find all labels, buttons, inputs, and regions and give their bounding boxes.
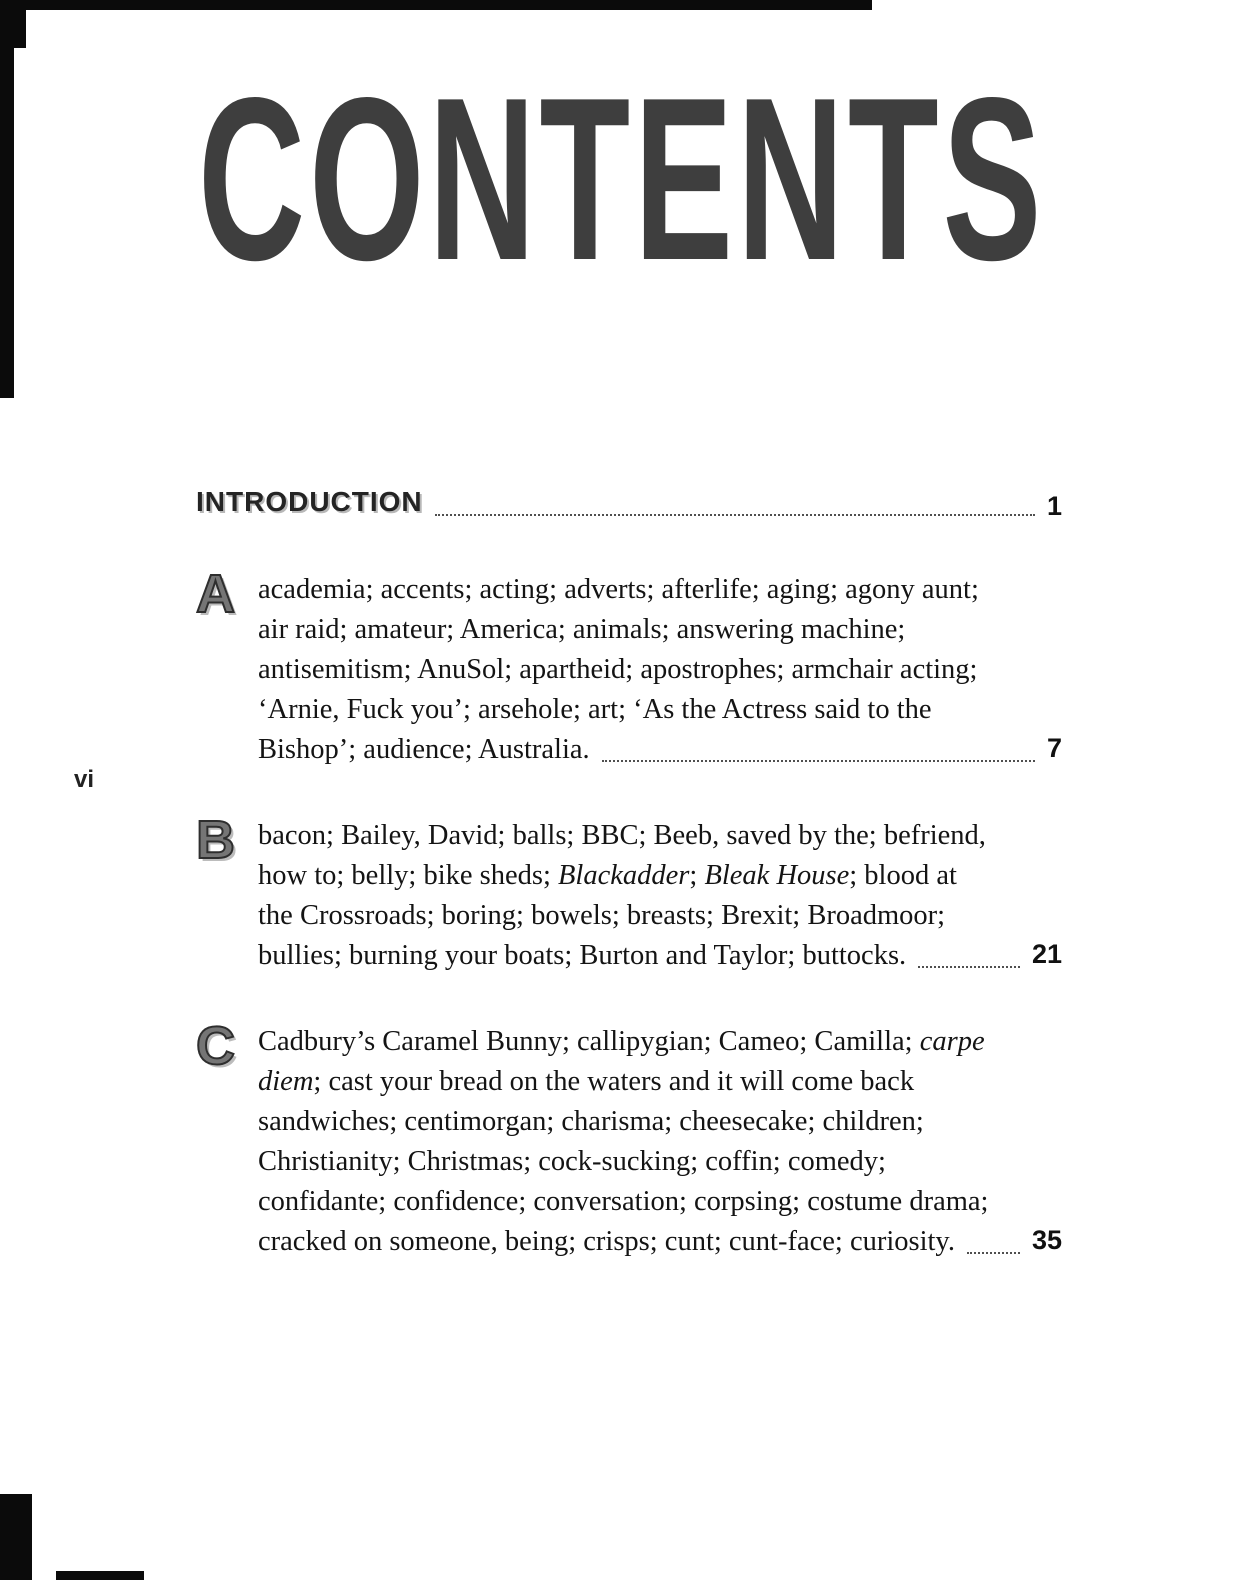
entry-segment: carpe diem [258, 1026, 985, 1097]
table-of-contents [196, 486, 1062, 1308]
section-letter-column [196, 810, 258, 976]
scan-edge-top [0, 0, 872, 10]
scan-edge-bottom-left [0, 1494, 32, 1580]
dot-leader [967, 1252, 1020, 1254]
section-letter: B [196, 810, 235, 870]
entry-segment: ; [689, 860, 705, 891]
introduction-label: INTRODUCTION [196, 486, 423, 517]
entry-segment: ; blood at the Crossroads; boring; bowels; breasts; Brexit; Broadmoor; bullies; burning your boats; Burton and Taylor; buttocks. [258, 860, 957, 971]
scan-edge-bottom-mark [56, 1571, 144, 1580]
dot-leader [435, 514, 1035, 516]
section-text [258, 1026, 988, 1257]
introduction-page-number: 1 [1046, 491, 1062, 521]
toc-entry-introduction [196, 486, 1062, 524]
entry-segment: bacon; Bailey, David; balls; BBC; Beeb, saved by the; befriend, how to; belly; bike sheds; [258, 820, 986, 891]
entry-segment: ; cast your bread on the waters and it will come back sandwiches; centimorgan; charisma; cheesecake; children; Christianity; Christmas; cock-sucking; coffin; comedy; confidante; confidence; conversation; corpsing; costume drama; cracked on someone, being; crisps; cunt; cunt-face; curiosity. [258, 1066, 989, 1257]
dot-leader [918, 966, 1020, 968]
entry-segment: Cadbury’s Caramel Bunny; callipygian; Cameo; Camilla; [258, 1026, 920, 1057]
section-entry [258, 570, 1062, 770]
toc-section [196, 564, 1062, 770]
scan-edge-corner [0, 0, 26, 48]
scan-edge-left [0, 0, 14, 398]
section-text [258, 820, 986, 971]
section-letter: A [196, 564, 235, 624]
section-page-number: 21 [1031, 939, 1062, 969]
page-title: CONTENTS [198, 50, 1046, 309]
section-page-number: 7 [1046, 733, 1062, 763]
section-letter: C [196, 1016, 235, 1076]
toc-section [196, 1016, 1062, 1262]
entry-segment: Blackadder [558, 860, 690, 891]
folio-page-number: vi [74, 766, 95, 793]
entry-segment: Bleak House [704, 860, 850, 891]
toc-section [196, 810, 1062, 976]
entry-segment: academia; accents; acting; adverts; afterlife; aging; agony aunt; air raid; amateur; America; animals; answering machine; antisemitism; AnuSol; apartheid; apostrophes; armchair acting; ‘Arnie, Fuck you’; arsehole; art; ‘As the Actress said to the Bishop’; audience; Australia. [258, 574, 979, 765]
section-entry [258, 816, 1062, 976]
toc-sections [196, 564, 1062, 1262]
section-page-number: 35 [1031, 1225, 1062, 1255]
section-entry [258, 1022, 1062, 1262]
dot-leader [602, 760, 1035, 762]
section-text [258, 574, 979, 765]
section-letter-column [196, 1016, 258, 1262]
section-letter-column [196, 564, 258, 770]
